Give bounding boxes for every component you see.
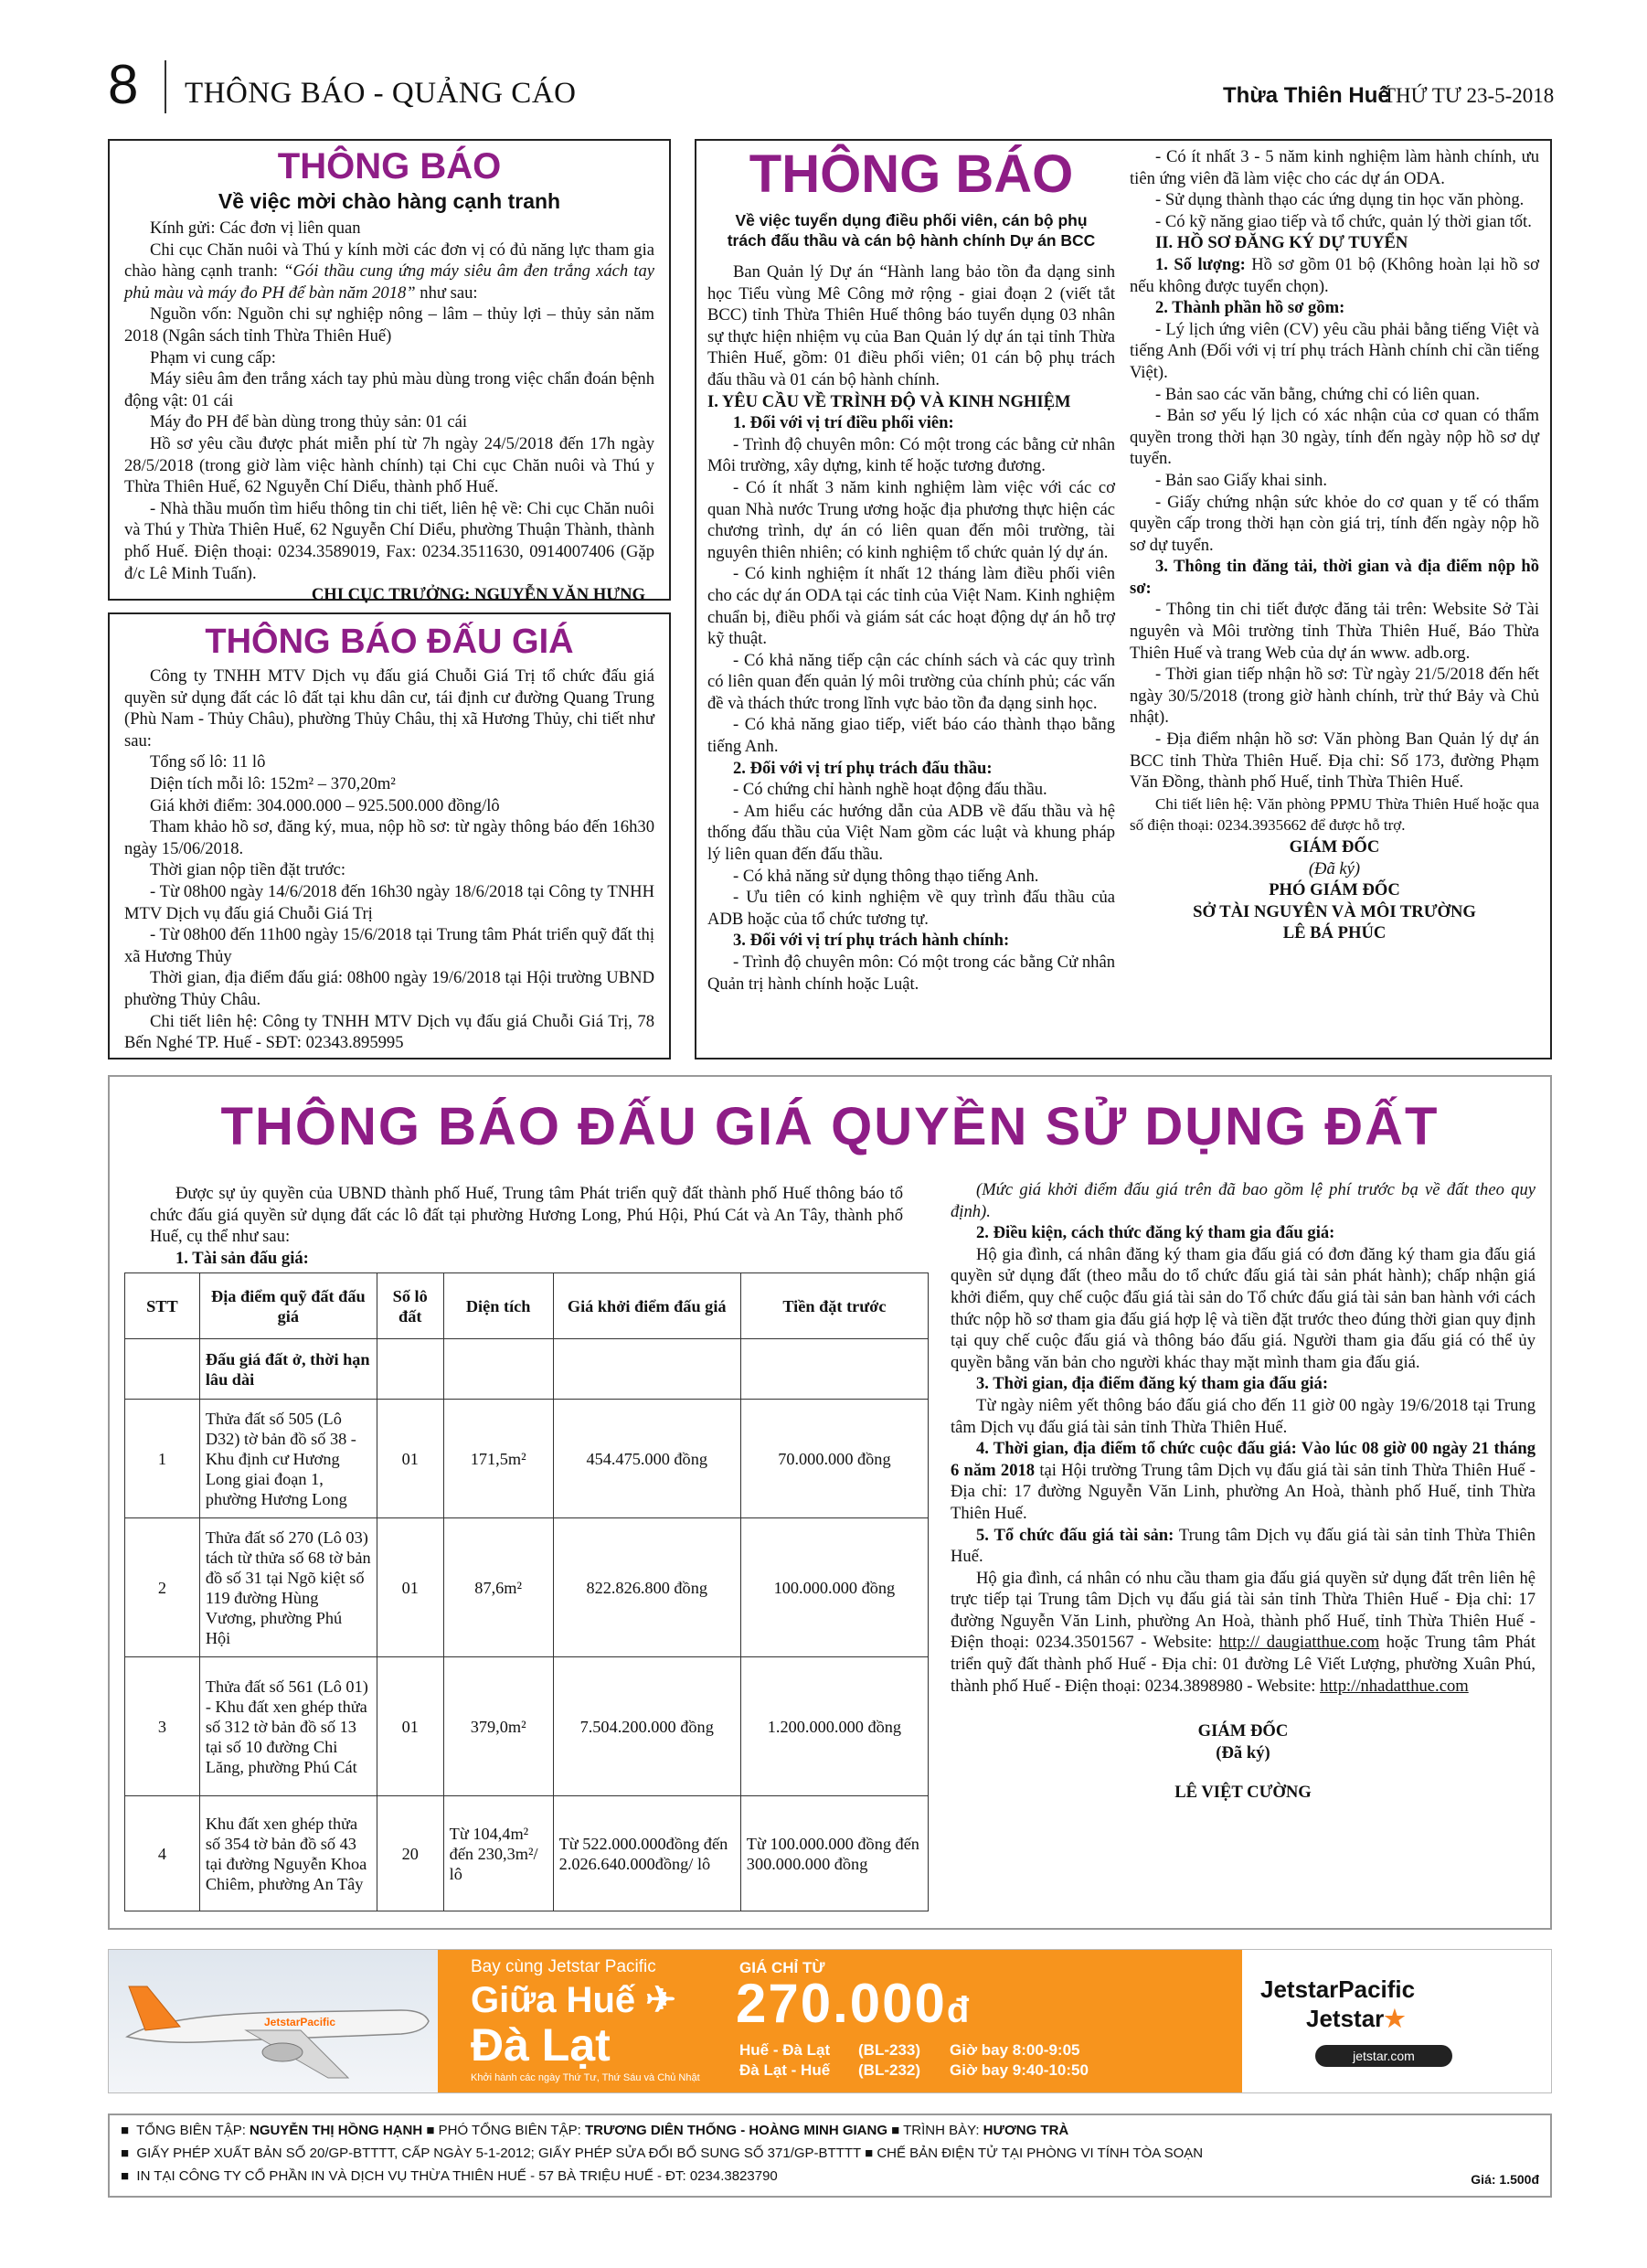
- asset-table: [124, 1272, 929, 1911]
- airplane-icon: [109, 1950, 438, 2092]
- notice-body: [124, 218, 654, 606]
- signature: CHI CỤC TRƯỞNG: NGUYỄN VĂN HƯNG: [311, 585, 645, 605]
- paragraph: - Từ 08h00 ngày 14/6/2018 đến 16h30 ngày 18/6/2018 tại Công ty TNHH MTV Dịch vụ đấu giá Chuỗi Giá Trị: [124, 881, 654, 923]
- paragraph: Chi tiết liên hệ: Văn phòng PPMU Thừa Thiên Huế hoặc qua số điện thoại: 0234.3935662 để được hỗ trợ.: [1130, 794, 1539, 835]
- signature-note: (Đã ký): [1308, 858, 1361, 878]
- land-col-left: [124, 1183, 929, 1911]
- paragraph: - Có ít nhất 3 năm kinh nghiệm làm việc với các cơ quan Nhà nước Trung ương hoặc địa phương thực hiện các chương trình, dự án có liên quan đến môi trường, tài nguyên thiên nhiên; có kinh nghiệm tổ chức quản lý dự án.: [707, 477, 1115, 562]
- notice-recruitment: [695, 139, 1552, 1059]
- recruit-col-1: [707, 143, 1115, 995]
- table-cell: 70.000.000 đồng: [740, 1400, 928, 1518]
- paragraph: (Mức giá khởi điểm đấu giá trên đã bao gồm lệ phí trước bạ về đất theo quy định).: [951, 1180, 1535, 1221]
- flight-1: [739, 2041, 1233, 2060]
- paragraph: Từ ngày niêm yết thông báo đấu giá cho đến 11 giờ 00 ngày 19/6/2018 tại Trung tâm Dịch vụ đấu giá tài sản tỉnh Thừa Thiên Huế.: [951, 1395, 1535, 1437]
- column-header: Diện tích: [443, 1273, 553, 1339]
- intro: [124, 1183, 929, 1269]
- table-row: [125, 1796, 929, 1911]
- paragraph: Kính gửi: Các đơn vị liên quan: [150, 218, 361, 238]
- notice-bidding: [108, 139, 671, 605]
- footer-line-3: ■ IN TẠI CÔNG TY CỔ PHẦN IN VÀ DỊCH VỤ THỪA THIÊN HUẾ - 57 BÀ TRIỆU HUẾ - ĐT: 0234.3823790 Giá: 1.500đ: [121, 2165, 1539, 2188]
- section-heading: I. YÊU CẦU VỀ TRÌNH ĐỘ VÀ KINH NGHIỆM: [707, 391, 1071, 411]
- flight-code: (BL-232): [858, 2061, 921, 2079]
- paragraph: - Giấy chứng nhận sức khỏe do cơ quan y tế có thẩm quyền cấp trong thời hạn còn giá trị, tính đến ngày nộp hồ sơ dự tuyển.: [1130, 492, 1539, 555]
- signature-name: LÊ VIỆT CƯỜNG: [1174, 1783, 1312, 1803]
- table-cell: [377, 1339, 443, 1400]
- signature-title: GIÁM ĐỐC: [1197, 1721, 1289, 1741]
- paragraph: [951, 1525, 1535, 1568]
- paragraph: - Am hiểu các hướng dẫn của ADB về đấu thầu và hệ thống đấu thầu của Việt Nam gồm các luật và khung pháp lý liên quan đến đấu thầu.: [707, 801, 1115, 865]
- table-cell: 01: [377, 1518, 443, 1657]
- sub-heading: 3. Thông tin đăng tải, thời gian và địa điểm nộp hồ sơ:: [1130, 557, 1539, 598]
- notice-body: [1130, 146, 1539, 944]
- flight-route: Đà Lạt - Huế: [739, 2061, 831, 2079]
- land-col-right: [951, 1179, 1535, 1804]
- website-button[interactable]: [1315, 2045, 1452, 2067]
- table-row: [125, 1518, 929, 1657]
- paragraph: - Lý lịch ứng viên (CV) yêu cầu phải bằng tiếng Việt và tiếng Anh (Đối với vị trí phụ trách Hành chính chỉ cần tiếng Việt).: [1130, 319, 1539, 382]
- table-cell: [125, 1339, 200, 1400]
- column-header: Địa điểm quỹ đất đấu giá: [199, 1273, 377, 1339]
- paragraph: - Từ 08h00 đến 11h00 ngày 15/6/2018 tại Trung tâm Phát triển quỹ đất thị xã Hương Thủy: [124, 925, 654, 966]
- notice-body: [951, 1179, 1535, 1804]
- header-divider: [165, 60, 166, 113]
- promo-route-line1: [471, 1979, 676, 2021]
- paragraph: - Có khả năng tiếp cận các chính sách và các quy trình có liên quan đến quản lý môi trường của chính phủ; các vấn đề và thách thức trong lĩnh vực bảo tồn đa dạng sinh học.: [707, 650, 1115, 713]
- flight-time: Giờ bay 9:40-10:50: [950, 2061, 1089, 2079]
- table-cell: 4: [125, 1796, 200, 1911]
- sub-heading: 2. Đối với vị trí phụ trách đấu thầu:: [733, 758, 993, 778]
- editor-in-chief: NGUYỄN THỊ HỒNG HẠNH: [250, 2123, 423, 2138]
- notice-title: THÔNG BÁO: [277, 146, 502, 186]
- paragraph: Chi tiết liên hệ: Công ty TNHH MTV Dịch vụ đấu giá Chuỗi Giá Trị, 78 Bến Nghé TP. Huế - SĐT: 02343.895995: [124, 1011, 654, 1053]
- brand-logo-jetstar: [1306, 2005, 1406, 2033]
- table-cell: 1: [125, 1400, 200, 1518]
- price-label: GIÁ CHỈ TỪ: [739, 1959, 825, 1976]
- signature-org: SỞ TÀI NGUYÊN VÀ MÔI TRƯỜNG: [1193, 901, 1476, 921]
- website-label: jetstar.com: [1353, 2049, 1415, 2063]
- plane-livery: JetstarPacific: [264, 2016, 336, 2028]
- sub-heading: 1. Đối với vị trí điều phối viên:: [733, 413, 954, 433]
- paragraph: - Có kinh nghiệm ít nhất 12 tháng làm điều phối viên cho các dự án ODA tại các tỉnh của Việt Nam. Kinh nghiệm chuẩn bị, điều phối và giám sát các hoạt động dự án hỗ trợ kỹ thuật.: [707, 564, 1115, 649]
- paragraph: Hồ sơ yêu cầu được phát miễn phí từ 7h ngày 24/5/2018 đến 17h ngày 28/5/2018 (trong giờ làm việc hành chính) tại Chi cục Chăn nuôi và Thú y Thừa Thiên Huế, 62 Nguyễn Chí Diểu, thành phố Huế.: [124, 433, 654, 497]
- paragraph: - Bản sao Giấy khai sinh.: [1155, 470, 1327, 490]
- route-origin: Giữa Huế: [471, 1980, 636, 2020]
- paragraph: Máy siêu âm đen trắng xách tay phủ màu dùng trong việc chẩn đoán bệnh động vật: 01 cái: [124, 369, 654, 410]
- label: 5. Tổ chức đấu giá tài sản:: [976, 1525, 1174, 1545]
- notice-auction: [108, 612, 671, 1059]
- plane-image: [109, 1950, 438, 2092]
- table-cell: 454.475.000 đồng: [553, 1400, 740, 1518]
- section-title: THÔNG BÁO - QUẢNG CÁO: [185, 77, 577, 110]
- notice-subtitle: Về việc tuyển dụng điều phối viên, cán bộ phụ trách đấu thầu và cán bộ hành chính Dự án BCC: [727, 211, 1096, 250]
- deputy-editors: TRƯƠNG DIÊN THỐNG - HOÀNG MINH GIANG: [584, 2123, 888, 2138]
- paragraph: Nguồn vốn: Nguồn chi sự nghiệp nông – lâm – thủy lợi – thủy sản năm 2018 (Ngân sách tỉnh Thừa Thiên Huế): [124, 304, 654, 346]
- sub-heading: 1. Tài sản đấu giá:: [175, 1248, 309, 1268]
- plane-small-icon: ✈: [645, 1980, 676, 2020]
- paragraph: Thời gian, địa điểm đấu giá: 08h00 ngày 19/6/2018 tại Hội trường UBND phường Thủy Châu.: [124, 968, 654, 1009]
- notice-subtitle: Về việc mời chào hàng cạnh tranh: [218, 189, 561, 213]
- issue-date: THỨ TƯ 23-5-2018: [1383, 84, 1555, 107]
- sub-heading: 2. Thành phần hồ sơ gồm:: [1155, 298, 1345, 318]
- table-cell: Từ 104,4m² đến 230,3m²/ lô: [443, 1796, 553, 1911]
- table-cell: 01: [377, 1657, 443, 1796]
- sub-heading: 3. Thời gian, địa điểm đăng ký tham gia đấu giá:: [976, 1374, 1329, 1394]
- column-header: Số lô đất: [377, 1273, 443, 1339]
- recruit-col-2: [1130, 146, 1539, 944]
- label: PHÓ TỔNG BIÊN TẬP:: [438, 2123, 581, 2138]
- table-cell: 171,5m²: [443, 1400, 553, 1518]
- text: tại Hội trường Trung tâm Dịch vụ đấu giá tài sản tỉnh Thừa Thiên Huế - Địa chỉ: 17 đường Nguyễn Văn Linh, phường An Hoà, thành phố Huế, tỉnh Thừa Thiên Huế.: [951, 1460, 1535, 1523]
- table-cell: 01: [377, 1400, 443, 1518]
- table-cell: [740, 1339, 928, 1400]
- paragraph: Máy đo PH để bàn dùng trong thủy sản: 01 cái: [150, 412, 468, 432]
- paragraph: - Có kỹ năng giao tiếp và tổ chức, quản lý thời gian tốt.: [1155, 211, 1532, 231]
- flight-time: Giờ bay 8:00-9:05: [950, 2041, 1080, 2059]
- section-heading: II. HỒ SƠ ĐĂNG KÝ DỰ TUYỂN: [1155, 233, 1408, 253]
- table-cell: Khu đất xen ghép thửa số 354 tờ bản đồ số 43 tại đường Nguyễn Khoa Chiêm, phường An Tây: [199, 1796, 377, 1911]
- website-link[interactable]: http://nhadatthue.com: [1320, 1676, 1469, 1696]
- table-cell: Đấu giá đất ở, thời hạn lâu dài: [199, 1339, 377, 1400]
- paragraph: - Địa điểm nhận hồ sơ: Văn phòng Ban Quản lý dự án BCC tỉnh Thừa Thiên Huế. Địa chỉ: Số 173, đường Phạm Văn Đồng, thành phố Huế, tỉnh Thừa Thiên Huế.: [1130, 729, 1539, 793]
- issue-price: Giá: 1.500đ: [1471, 2172, 1539, 2187]
- typesetting-info: CHẾ BẢN ĐIỆN TỬ TẠI PHÒNG VI TÍNH TÒA SOẠN: [877, 2146, 1204, 2161]
- masthead-footer: [108, 2114, 1552, 2198]
- paragraph: [951, 1438, 1535, 1524]
- notice-body: [124, 665, 654, 1054]
- jetstar-ad[interactable]: [108, 1949, 1552, 2093]
- paragraph: - Trình độ chuyên môn: Có một trong các bằng Cử nhân Quản trị hành chính hoặc Luật.: [707, 953, 1115, 994]
- paragraph: Được sự ủy quyền của UBND thành phố Huế, Trung tâm Phát triển quỹ đất thành phố Huế thông báo tổ chức đấu giá quyền sử dụng đất các lô đất tại phường Hương Long, Phú Hội, Phú Cát và An Tây, thành phố Huế, cụ thể như sau:: [150, 1184, 903, 1247]
- printing-info: IN TẠI CÔNG TY CỔ PHẦN IN VÀ DỊCH VỤ THỪA THIÊN HUẾ - 57 BÀ TRIỆU HUẾ - ĐT: 0234.3823790: [136, 2168, 778, 2184]
- table-cell: 379,0m²: [443, 1657, 553, 1796]
- promo-tagline: Bay cùng Jetstar Pacific: [471, 1957, 656, 1976]
- promo-price: [736, 1972, 971, 2042]
- package-name: “Gói thầu cung ứng máy siêu âm đen trắng xách tay phủ màu và máy đo PH để bàn năm 2018”: [124, 261, 655, 303]
- sub-heading: 3. Đối với vị trí phụ trách hành chính:: [733, 931, 1010, 951]
- table-cell: Thửa đất số 270 (Lô 03) tách từ thửa số 68 tờ bản đồ số 31 tại Ngõ kiệt số 119 đường Hùng Vương, phường Phú Hội: [199, 1518, 377, 1657]
- promo-route-line2: Đà Lạt: [471, 2019, 611, 2071]
- flight-code: (BL-233): [858, 2041, 921, 2059]
- table-cell: 100.000.000 đồng: [740, 1518, 928, 1657]
- label: 1. Số lượng:: [1155, 254, 1246, 274]
- table-cell: Thửa đất số 561 (Lô 01) - Khu đất xen ghép thửa số 312 tờ bản đồ số 13 tại số 10 đường Chi Lăng, phường Phú Cát: [199, 1657, 377, 1796]
- brand-block: [1242, 1950, 1551, 2092]
- website-link[interactable]: http:// daugiatthue.com: [1218, 1633, 1380, 1653]
- label: TỔNG BIÊN TẬP:: [136, 2123, 246, 2138]
- paragraph: - Bản sơ yếu lý lịch có xác nhận của cơ quan có thẩm quyền trong thời hạn 30 ngày, tính đến ngày nộp hồ sơ dự tuyển.: [1130, 406, 1539, 469]
- layout-designer: HƯƠNG TRÀ: [983, 2123, 1069, 2138]
- label: 4. Thời gian, địa điểm tổ chức cuộc đấu giá: Vào lúc 08 giờ 00 ngày 21 tháng 6 năm 2018: [951, 1439, 1535, 1480]
- paragraph: - Có ít nhất 3 - 5 năm kinh nghiệm làm hành chính, ưu tiên ứng viên đã làm việc cho các dự án ODA.: [1130, 147, 1539, 188]
- paragraph: - Bản sao các văn bằng, chứng chỉ có liên quan.: [1155, 384, 1480, 404]
- paragraph: - Thời gian tiếp nhận hồ sơ: Từ ngày 21/5/2018 đến hết ngày 30/5/2018 (trong giờ hành chính, trừ thứ Bảy và Chủ nhật).: [1130, 665, 1539, 728]
- table-cell: Từ 100.000.000 đồng đến 300.000.000 đồng: [740, 1796, 928, 1911]
- table-cell: 1.200.000.000 đồng: [740, 1657, 928, 1796]
- table-cell: 3: [125, 1657, 200, 1796]
- paragraph: - Trình độ chuyên môn: Có một trong các bằng cử nhân Môi trường, xây dựng, kinh tế hoặc tương đương.: [707, 434, 1115, 476]
- footer-line-1: ■ TỔNG BIÊN TẬP: NGUYỄN THỊ HỒNG HẠNH ■ PHÓ TỔNG BIÊN TẬP: TRƯƠNG DIÊN THỐNG - HOÀNG MINH GIANG ■ TRÌNH BÀY: HƯƠNG TRÀ: [121, 2123, 1069, 2138]
- text: Trung tâm Dịch vụ đấu giá tài sản tỉnh Thừa Thiên Huế.: [951, 1525, 1535, 1567]
- column-header: STT: [125, 1273, 200, 1339]
- signature-title: PHÓ GIÁM ĐỐC: [1269, 880, 1400, 900]
- table-cell: [443, 1339, 553, 1400]
- notice-body: [707, 261, 1115, 995]
- sub-heading: 2. Điều kiện, cách thức đăng ký tham gia đấu giá:: [976, 1223, 1335, 1243]
- paragraph: Giá khởi điểm: 304.000.000 – 925.500.000 đồng/lô: [150, 795, 500, 815]
- paragraph: Công ty TNHH MTV Dịch vụ đấu giá Chuỗi Giá Trị tổ chức đấu giá quyền sử dụng đất các lô đất tại khu dân cư, tái định cư đường Quang Trung (Phù Nam - Thủy Châu), phường Thủy Châu, thị xã Hương Thủy, chi tiết như sau:: [124, 666, 654, 751]
- notice-title: THÔNG BÁO ĐẤU GIÁ: [205, 623, 574, 661]
- notice-title: THÔNG BÁO: [749, 144, 1074, 204]
- notice-title: THÔNG BÁO ĐẤU GIÁ QUYỀN SỬ DỤNG ĐẤT: [220, 1097, 1440, 1156]
- paragraph: [951, 1568, 1535, 1698]
- paragraph: Thời gian nộp tiền đặt trước:: [150, 860, 346, 880]
- paragraph: - Sử dụng thành thạo các ứng dụng tin học văn phòng.: [1155, 190, 1525, 210]
- paragraph: [1130, 254, 1539, 297]
- signature-name: LÊ BÁ PHÚC: [1282, 923, 1387, 943]
- star-icon: ★: [1384, 2005, 1406, 2032]
- brand-name: Jetstar: [1306, 2005, 1385, 2032]
- text: Hồ sơ gồm 01 bộ (Không hoàn lại hồ sơ nếu không được tuyển chọn).: [1130, 254, 1539, 296]
- flight-route: Huế - Đà Lạt: [739, 2041, 831, 2059]
- table-group-row: [125, 1339, 929, 1400]
- paragraph: - Ưu tiên có kinh nghiệm về quy trình đấu thầu của ADB hoặc của tổ chức tương tự.: [707, 888, 1115, 929]
- table-cell: 87,6m²: [443, 1518, 553, 1657]
- page-header: [108, 55, 1561, 119]
- notice-land-auction: [108, 1075, 1552, 1930]
- text: như sau:: [415, 282, 478, 303]
- label: TRÌNH BÀY:: [903, 2123, 980, 2138]
- text: Chi cục Chăn nuôi và Thú y kính mời các đơn vị có đủ năng lực tham gia chào hàng cạnh tranh:: [124, 240, 654, 282]
- table-row: [125, 1657, 929, 1796]
- table-header-row: [125, 1273, 929, 1339]
- paragraph: [124, 240, 654, 304]
- page-number: 8: [108, 54, 139, 115]
- brand-logo-pacific: JetstarPacific: [1260, 1975, 1416, 2003]
- signature-title: GIÁM ĐỐC: [1289, 837, 1380, 857]
- signature-note: (Đã ký): [1216, 1742, 1270, 1762]
- paragraph: - Có chứng chỉ hành nghề hoạt động đấu thầu.: [733, 780, 1047, 800]
- paragraph: Hộ gia đình, cá nhân đăng ký tham gia đấu giá có đơn đăng ký tham gia đấu giá quyền sử dụng đất (theo mẫu do tổ chức đấu giá tài sản phát hành); chấp nhận giá khởi điểm, quy chế cuộc đấu giá tài sản do Tổ chức đấu giá tài sản ban hành với cách thức nộp hồ sơ tham gia đấu giá hợp lệ và tiền đặt trước theo đúng thời gian quy định tại quy chế cuộc đấu giá và thông báo đấu giá. Người tham gia đấu giá có thể ủy quyền bằng văn bản cho người khác thay mặt mình tham gia đấu giá.: [951, 1244, 1535, 1372]
- text: hoặc Trung tâm Phát triển quỹ đất thành phố Huế - Địa chỉ: 01 đường Lê Viết Lượng, phường Xuân Phú, thành phố Huế - Điện thoại: 0234.3898980 - Website:: [951, 1633, 1535, 1696]
- table-row: [125, 1400, 929, 1518]
- table-cell: 2: [125, 1518, 200, 1657]
- column-header: Tiền đặt trước: [740, 1273, 928, 1339]
- text: Hộ gia đình, cá nhân có nhu cầu tham gia đấu giá quyền sử dụng đất trên liên hệ trực tiếp tại Trung tâm Dịch vụ đấu giá tài sản tỉnh Thừa Thiên Huế - Địa chỉ: 17 đường Nguyễn Văn Linh, phường An Hoà, thành phố Huế, tỉnh Thừa Thiên Huế - Điện thoại: 0234.3501567 - Website:: [951, 1568, 1535, 1653]
- promo-panel: [438, 1950, 1242, 2092]
- price-currency: đ: [946, 1990, 972, 2030]
- column-header: Giá khởi điểm đấu giá: [553, 1273, 740, 1339]
- footer-line-2: ■ GIẤY PHÉP XUẤT BẢN SỐ 20/GP-BTTTT, CẤP NGÀY 5-1-2012; GIẤY PHÉP SỬA ĐỔI BỔ SUNG SỐ 371/GP-BTTTT ■ CHẾ BẢN ĐIỆN TỬ TẠI PHÒNG VI TÍNH TÒA SOẠN: [121, 2146, 1204, 2161]
- paragraph: Tham khảo hồ sơ, đăng ký, mua, nộp hồ sơ: từ ngày thông báo đến 16h30 ngày 15/06/2018.: [124, 817, 654, 858]
- paragraph: - Có khả năng sử dụng thông thạo tiếng Anh.: [733, 866, 1039, 886]
- paragraph: Tổng số lô: 11 lô: [150, 752, 266, 772]
- paragraph: Diện tích mỗi lô: 152m² – 370,20m²: [150, 773, 396, 793]
- table-cell: 822.826.800 đồng: [553, 1518, 740, 1657]
- table-cell: 20: [377, 1796, 443, 1911]
- paragraph: Ban Quản lý Dự án “Hành lang bảo tồn đa dạng sinh học Tiểu vùng Mê Công mở rộng - giai đoạn 2 (viết tắt BCC) tỉnh Thừa Thiên Huế thông báo tuyển dụng 03 nhân sự thực hiện nhiệm vụ của Ban Quản lý dự án tại tỉnh Thừa Thiên Huế, gồm: 01 điều phối viên; 01 cán bộ phụ trách đấu thầu và 01 cán bộ hành chính.: [707, 262, 1115, 389]
- paragraph: - Thông tin chi tiết được đăng tải trên: Website Sở Tài nguyên và Môi trường tỉnh Thừa Thiên Huế, Báo Thừa Thiên Huế và trang Web của dự án www. adb.org.: [1130, 600, 1539, 663]
- paper-name: Thừa Thiên Huế: [1223, 83, 1390, 108]
- paragraph: - Có khả năng giao tiếp, viết báo cáo thành thạo bằng tiếng Anh.: [707, 715, 1115, 757]
- flight-2: [739, 2061, 1233, 2080]
- price-value: 270.000: [736, 1973, 947, 2034]
- promo-schedule: Khởi hành các ngày Thứ Tư, Thứ Sáu và Chủ Nhật: [471, 2072, 700, 2083]
- table-cell: Từ 522.000.000đồng đến 2.026.640.000đồng/ lô: [553, 1796, 740, 1911]
- table-cell: 7.504.200.000 đồng: [553, 1657, 740, 1796]
- license-info: GIẤY PHÉP XUẤT BẢN SỐ 20/GP-BTTTT, CẤP NGÀY 5-1-2012; GIẤY PHÉP SỬA ĐỔI BỔ SUNG SỐ 371/GP-BTTTT: [136, 2146, 861, 2161]
- table-cell: Thửa đất số 505 (Lô D32) tờ bản đồ số 38 - Khu định cư Hương Long giai đoạn 1, phường Hương Long: [199, 1400, 377, 1518]
- paragraph: - Nhà thầu muốn tìm hiểu thông tin chi tiết, liên hệ về: Chi cục Chăn nuôi và Thú y Thừa Thiên Huế, 62 Nguyễn Chí Diểu, phường Thuận Thành, thành phố Huế. Điện thoại: 0234.3589019, Fax: 0234.3511630, 0914007406 (Gặp đ/c Lê Minh Tuấn).: [124, 498, 654, 583]
- paragraph: Phạm vi cung cấp:: [150, 347, 276, 367]
- table-cell: [553, 1339, 740, 1400]
